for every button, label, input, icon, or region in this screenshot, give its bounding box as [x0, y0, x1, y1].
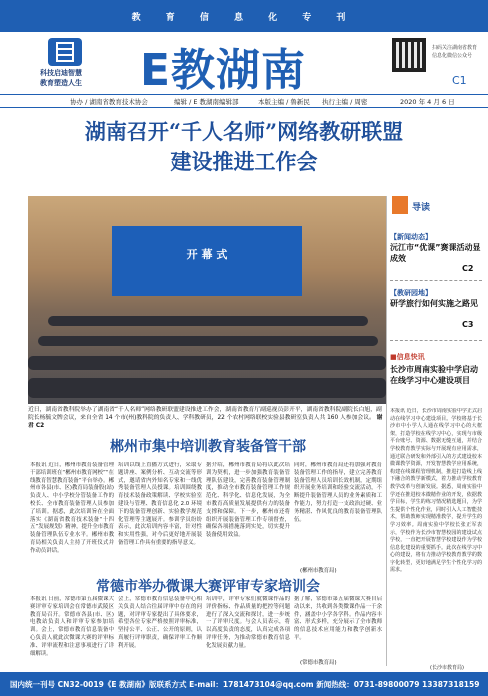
article2-column: 本报讯 日前，常德市第五届微课大赛评审专家培训会在常德市武陵区教育局召开。常德市各县(市、区)电教站负责人和评审专家参加培训。会上，常德市教育信息装备中心负责人就此次微课大赛的评审标准、评审流程和注意事项进行了详细解读。 [30, 596, 114, 657]
organizer: 协办 / 湖南省教育技术协会 [70, 98, 148, 106]
qr-caption-line1: 扫码关注湖南省教育 [432, 45, 478, 51]
article1-source: (郴州市教育局) [300, 568, 337, 574]
headline-line2: 建设推进工作会 [170, 149, 318, 174]
qr-caption-line2: 信息化微信公众号 [432, 53, 473, 59]
audience-row [38, 336, 378, 346]
audience-row [48, 316, 368, 326]
article1-column: 同时，郴州市教育局还将加强对教育装备管理工作的指导，建立完善教育装备管理人员培训长效机制，定期组织开展业务培训和经验交流活动，不断提升装备管理人员的业务素质和工作能力，努力打造一支政治过硬、业务精湛、作风优良的教育装备管理队伍。 [294, 462, 382, 523]
exec-editor: 执行主编 / 周密 [322, 98, 368, 106]
stage-screen [112, 226, 302, 296]
article1-column: 本报讯 近日，郴州市教育装备管理干部培训班在“郴州市教育网校”“在线教育智慧教育装备”平台举办。郴州市各县(市、区)教育局装备股(站)负责人、中小学校分管装备工作的校长、全市教育装备管理人员参加了培训。据悉，此次培训旨在全面落实《湖南省教育技术装备“十四五”发展规划》精神，提升全市教育装备管理队伍专业水平。郴州市教育局相关负责人主持了开班仪式并作动员讲话。 [30, 462, 114, 554]
photo-caption-credit: 谢 君 C2 [28, 415, 383, 429]
article2-source: (常德市教育局) [300, 660, 337, 666]
article1-column: 据介绍，郴州市教育局将以此次培训为契机，进一步加强教育装备管理队伍建设，完善教育装备管理制度，推动全市教育装备管理工作规范化、科学化、信息化发展，为全市教育高质量发展提供有力的装备支撑和保障。下一步，郴州市还将组织开展装备管理工作专项督查，确保各项措施落到实处，切实提升装备使用效益。 [206, 462, 290, 539]
headline-line1: 湖南召开“千人名师”网络教研联盟 [84, 119, 404, 144]
audience-row [28, 378, 386, 398]
info-bar [0, 94, 488, 108]
guide-marker-icon [392, 196, 408, 214]
news-flash-body: 本报讯 近日，长沙市周南实验中学正式启动在线学习中心建设项目。学校将基于长沙市中小学人人通在线学习中心的大框架，打造学校在线学习中心，实现与市级平台账号、资源、数据无缝互通，并结合学校教育教学实际与开展现有应用需求，通过联合研发和外部引入的方式建设校本微课教学资源，开发智慧教学应用系统，构建在线课程管理机制，推进打造线上线下融合的教学新模式，着力推动学校教育教学改革与创新发展。据悉，周南实验中学还在推进校本微精作业的开发，依据教学目标，学生的练习情况精选题目，为学生提供个性化作业，同时引入人工智能技术，帮助教师实现精准教学，提升学生的学习效率。周南实验中学校长张正军表示，学校作为长沙市智慧校园的建设试点学校，一直把开展智慧学校建设作为学校信息化建设的重要抓手。此次在线学习中心的建设，将有力推动学校教育教学的数字化转型，更好地满足学生个性化学习的需求。 [390, 408, 482, 574]
side-item-tag: 【新闻动态】 [390, 233, 432, 241]
article1-column: 培训以线上直播方式进行，采取专题讲座、案例分析、互动交流等形式，邀请省内外知名专家和一线优秀装备管理人员授课。培训围绕教育技术装备政策解读、学校实验室建设与管理、教育信息化 2.0 环境下的装备管理创新、实验教学规范化管理等主题展开。参训学员纷纷表示，此次培训内容丰富，针对性和实用性强，对今后更好地开展装备管理工作具有重要的指导意义。 [118, 462, 202, 546]
editor: 编辑 / E 教湖南编辑部 [174, 98, 239, 106]
side-item-page: C3 [462, 320, 474, 329]
conference-photo [28, 196, 386, 404]
article1-title: 郴州市集中培训教育装备管干部 [110, 439, 306, 455]
side-item-page: C2 [462, 264, 474, 273]
side-item-title[interactable]: 研学旅行如何实施之路见 [390, 299, 478, 308]
news-flash-tag: ■信息快讯 [390, 353, 425, 361]
photo-caption-text: 近日，湖南省教科院举办了湖南省“千人名师”网络教研联盟建设推进工作会，湖南省教育厅副巡视员彭开平，湖南省教科院副院长白旭，副院长杨毓文牌会议，来自全省 14 个市(州)教科院的负责人、学科教研员，22 个农村网络联校实验县教研室负责人共 160 人参加会议。 [28, 407, 382, 421]
column-divider [386, 196, 387, 666]
stage-title: 开 幕 式 [186, 248, 228, 261]
logo-slogan-line1: 科技启迪智慧 [40, 69, 82, 77]
chief-editor: 本版主编 / 鲁新民 [258, 98, 310, 106]
guide-label: 导读 [412, 203, 431, 213]
news-flash-title: 长沙市周南实验中学启动在线学习中心建设项目 [390, 365, 478, 385]
footer-contact: 国内统一刊号 CN32-0019《E 教湖南》版联系方式 E-mail：1781473104@qq.com 新闻热线：0731-89800079 13387318159 [10, 680, 480, 689]
side-divider [390, 280, 482, 281]
article2-column: 培训中，评审专家们就微课作品的评价指标、作品质量的把控等问题进行了深入交流和探讨，进一步统一了评审尺度。与会人员表示，将以高度负责的态度，认真完成各项评审任务，为推动常德市教育信息化发展贡献力量。 [206, 596, 290, 649]
page-number: C1 [452, 74, 467, 87]
qr-code-pattern [396, 42, 422, 68]
brand-title: E教湖南 [140, 45, 307, 96]
article2-column: 据了解，常德市第五届微课大赛自启动以来，共收到各类微课作品一千余件，涵盖中小学各学科。作品内容丰富、形式多样，充分展示了全市教师的信息技术应用能力和教学创新水平。 [294, 596, 382, 641]
footer-bar [0, 672, 488, 696]
news-flash-source: (长沙市教育局) [430, 665, 464, 671]
side-divider [390, 340, 482, 341]
audience-row [28, 356, 386, 370]
side-item-title[interactable]: 沅江市“优课”赛课活动显成效 [390, 243, 481, 263]
article2-title: 常德市举办微课大赛评审专家培训会 [96, 579, 320, 595]
logo-slogan-line2: 教育塑造人生 [40, 79, 82, 87]
logo-icon [48, 38, 82, 66]
issue-date: 2020 年 4 月 6 日 [400, 98, 455, 106]
tagline: 教 育 信 息 化 专 刊 [131, 13, 357, 23]
side-item-tag: 【教研园地】 [390, 289, 432, 297]
article2-column: 会上，常德市教育信息装备中心相关负责人结合往届评审中存在的问题，对评审专家提出了具体要求，希望各位专家严格按照评审标准，坚持公平、公正、公开的原则，认真履行评审职责，确保评审工作顺利开展。 [118, 596, 202, 649]
photo-caption [28, 406, 386, 430]
